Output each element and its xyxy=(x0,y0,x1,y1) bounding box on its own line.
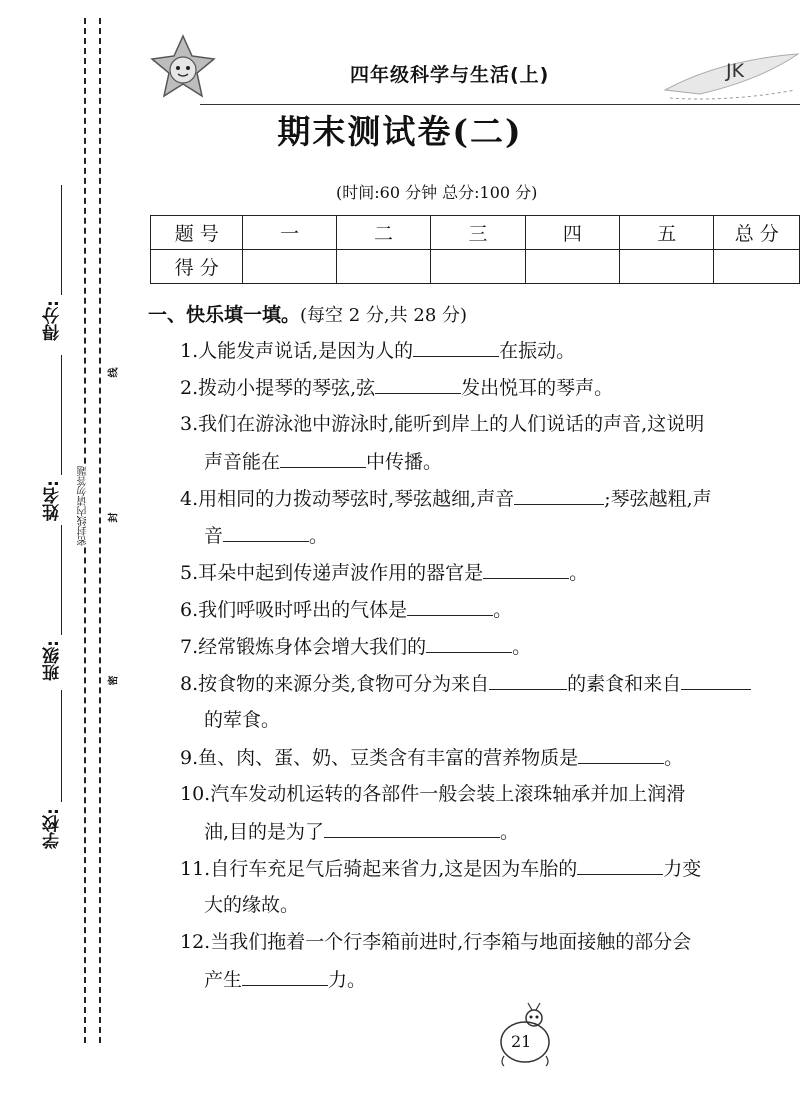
score-table-header-row xyxy=(151,216,800,250)
score-input-cell[interactable] xyxy=(243,250,336,284)
question-3-cont: 声音能在 中传播。 xyxy=(204,451,443,473)
score-table-cell: 得 分 xyxy=(151,250,243,284)
question-4: 4.用相同的力拨动琴弦时,琴弦越细,声音 ;琴弦越粗,声 xyxy=(180,488,712,510)
header-rule xyxy=(200,104,800,105)
exam-info: (时间:60 分钟 总分:100 分) xyxy=(336,183,538,202)
question-10-cont: 油,目的是为了 。 xyxy=(204,821,520,843)
seal-char-line: 线 xyxy=(108,367,120,378)
answer-blank[interactable] xyxy=(578,745,664,764)
question-7: 7.经常锻炼身体会增大我们的 。 xyxy=(180,636,532,658)
score-input-cell[interactable] xyxy=(525,250,619,284)
question-11: 11.自行车充足气后骑起来省力,这是因为车胎的 力变 xyxy=(180,858,702,880)
question-5: 5.耳朵中起到传递声波作用的器官是 。 xyxy=(180,562,589,584)
question-11-cont: 大的缘故。 xyxy=(204,894,300,916)
question-3: 3.我们在游泳池中游泳时,能听到岸上的人们说话的声音,这说明 xyxy=(180,413,705,435)
score-field-label: 得分: xyxy=(43,300,63,341)
score-table-cell: 五 xyxy=(620,216,714,250)
question-4-cont: 音 。 xyxy=(204,525,329,547)
answer-blank[interactable] xyxy=(324,819,500,838)
question-12-cont: 产生 力。 xyxy=(204,969,367,991)
question-12: 12.当我们拖着一个行李箱前进时,行李箱与地面接触的部分会 xyxy=(180,931,692,953)
answer-blank[interactable] xyxy=(242,967,328,986)
class-field-line[interactable] xyxy=(61,525,62,635)
question-6: 6.我们呼吸时呼出的气体是 。 xyxy=(180,599,513,621)
school-field-label: 学校: xyxy=(43,808,63,849)
question-8: 8.按食物的来源分类,食物可分为来自 的素食和来自 xyxy=(180,671,751,696)
answer-blank[interactable] xyxy=(489,671,567,690)
score-table-cell: 题 号 xyxy=(151,216,243,250)
score-input-cell[interactable] xyxy=(620,250,714,284)
dashed-line-right xyxy=(99,18,101,1043)
question-10: 10.汽车发动机运转的各部件一般会装上滚珠轴承并加上润滑 xyxy=(180,783,686,805)
section-title: 一、快乐填一填。 xyxy=(148,304,301,326)
score-table-cell: 二 xyxy=(336,216,430,250)
question-9: 9.鱼、肉、蛋、奶、豆类含有丰富的营养物质是 。 xyxy=(180,747,684,769)
score-table-cell: 一 xyxy=(243,216,336,250)
score-field-line[interactable] xyxy=(61,185,62,295)
name-field-line[interactable] xyxy=(61,355,62,475)
answer-blank[interactable] xyxy=(413,338,499,357)
answer-blank[interactable] xyxy=(577,856,663,875)
edition-code: JK xyxy=(726,60,745,82)
answer-blank[interactable] xyxy=(426,634,512,653)
answer-blank[interactable] xyxy=(280,449,366,468)
answer-blank[interactable] xyxy=(681,671,751,690)
answer-blank[interactable] xyxy=(375,375,461,394)
school-field-line[interactable] xyxy=(61,690,62,802)
score-table-score-row xyxy=(151,250,800,284)
subject-title: 四年级科学与生活(上) xyxy=(350,64,550,86)
answer-blank[interactable] xyxy=(223,523,309,542)
score-input-cell[interactable] xyxy=(431,250,525,284)
score-table-cell: 三 xyxy=(431,216,525,250)
page-number: 21 xyxy=(511,1032,532,1051)
answer-blank[interactable] xyxy=(407,597,493,616)
seal-note: 密封线内请勿答题 xyxy=(78,466,89,546)
section-heading xyxy=(148,300,467,327)
name-field-label: 姓名: xyxy=(43,480,63,521)
seal-char-seal: 封 xyxy=(108,512,120,523)
answer-blank[interactable] xyxy=(483,560,569,579)
score-input-cell[interactable] xyxy=(336,250,430,284)
score-table xyxy=(150,215,800,284)
exam-title: 期末测试卷(二) xyxy=(277,112,523,151)
score-input-cell[interactable] xyxy=(714,250,800,284)
answer-blank[interactable] xyxy=(514,486,604,505)
score-table-cell: 总 分 xyxy=(714,216,800,250)
score-table-cell: 四 xyxy=(525,216,619,250)
section-note: (每空 2 分,共 28 分) xyxy=(300,305,468,326)
question-8-cont: 的荤食。 xyxy=(204,709,281,731)
binding-margin xyxy=(0,0,135,1098)
class-field-label: 班级: xyxy=(43,640,63,681)
question-1: 1.人能发声说话,是因为人的 在振动。 xyxy=(180,340,576,362)
seal-char-secret: 密 xyxy=(108,675,120,686)
question-2: 2.拨动小提琴的琴弦,弦 发出悦耳的琴声。 xyxy=(180,377,614,399)
star-mascot-icon xyxy=(148,32,218,102)
